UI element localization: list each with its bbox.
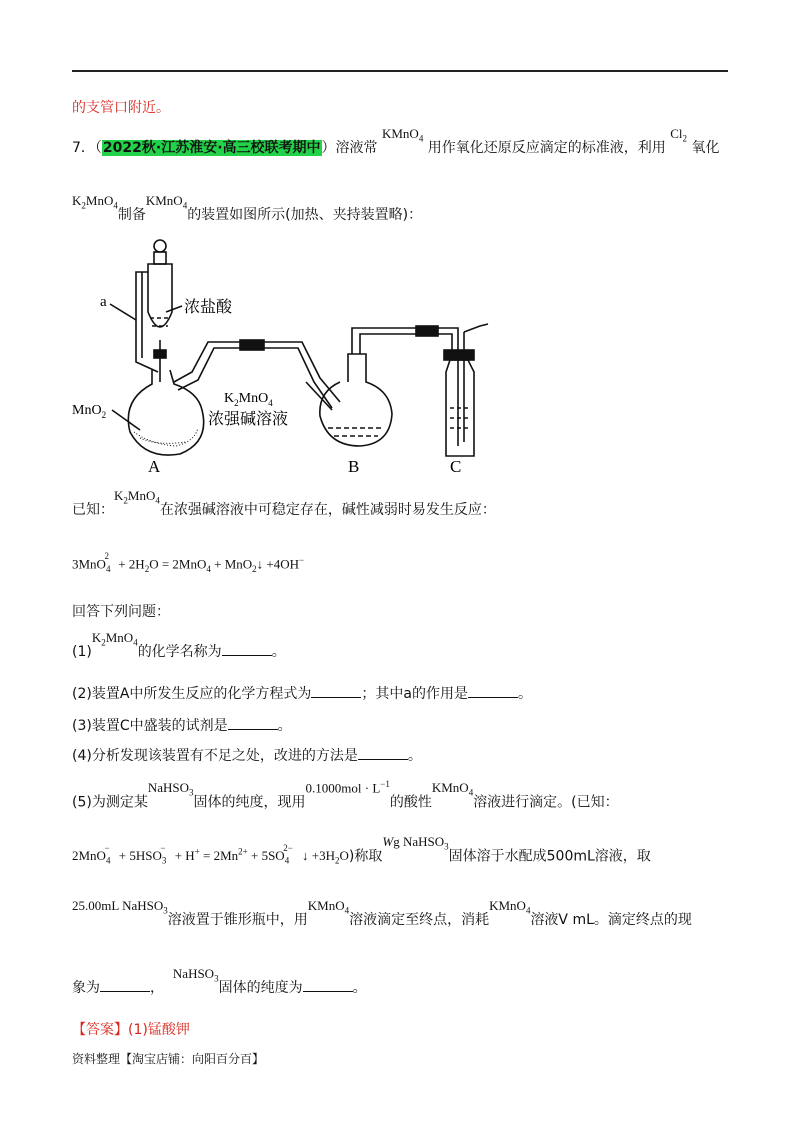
answer-blank[interactable] [311, 685, 361, 698]
answer-blank[interactable] [222, 643, 272, 656]
formula-nahso3: NaHSO$_3$ [172, 966, 219, 984]
stopper-icon [154, 240, 166, 252]
formula-kmno4: KMnO$_4$ [307, 898, 350, 916]
formula-k2mno4: $K_2MnO_4$ [91, 630, 138, 648]
continuation-text: 的支管口附近。 [72, 100, 170, 116]
label-alkali-solution: 浓强碱溶液 [208, 411, 289, 428]
footer-credit: 资料整理【淘宝店铺：向阳百分百】 [72, 1052, 265, 1066]
subquestion-2: (2)装置A中所发生反应的化学方程式为 ；其中a的作用是 。 [72, 686, 533, 702]
formula-nahso3: NaHSO$_3$ [147, 780, 194, 798]
formula-kmno4: KMnO$_4$ [381, 126, 424, 144]
label-B: B [348, 457, 360, 476]
known-equation: $3MnO_4^2 + 2H_2O = 2MnO_4$ + MnO$_2$↓ +4OH− [72, 551, 305, 574]
formula-kmno4: KMnO$_4$ [145, 193, 188, 211]
subquestion-4: (4)分析发现该装置有不足之处，改进的方法是 。 [72, 748, 422, 764]
answer-line [72, 1020, 190, 1040]
formula-k2mno4: $K_2MnO_4$ [114, 488, 160, 506]
subquestion-5-line-4: 象为 ， NaHSO$_3$固体的纯度为 。 [72, 966, 367, 996]
answer-label: 【答案】 [72, 1022, 128, 1038]
subquestion-5-line-2: $2MnO_4^- + 5HSO_3^- + H^+ = 2Mn^{2+} + 5SO_4^{2-}$ ↓ $+3H_2O$)称取Wg NaHSO$_3$固体溶于水配成500mL溶液，取 [72, 834, 651, 866]
subquestion-5-line-3: 25.00mL NaHSO$_3$溶液置于锥形瓶中，用KMnO$_4$溶液滴定至终点，消耗KMnO$_4$溶液V mL。滴定终点的现 [72, 898, 692, 928]
known-line: 已知：$K_2MnO_4$在浓强碱溶液中可稳定存在，碱性减弱时易发生反应： [72, 488, 496, 518]
label-k2mno4: $K_2MnO_4$ [224, 391, 273, 408]
question-7-line-1: 7．（2022秋·江苏淮安·高三校联考期中）溶液常 KMnO$_4$ 用作氧化还原反应滴定的标准液，利用 $Cl_2$ 氧化 [72, 126, 720, 156]
label-C: C [450, 457, 462, 476]
question-7-line-2: $K_2MnO_4$制备KMnO$_4$的装置如图所示(加热、夹持装置略)： [72, 193, 423, 223]
formula-concentration: $0.1000mol \cdot L^{-1}$ [305, 779, 390, 796]
label-A: A [148, 457, 161, 476]
answer-blank[interactable] [358, 747, 408, 760]
apparatus-figure [70, 232, 510, 477]
subquestion-1: $(1)K_2MnO_4$的化学名称为 。 [72, 630, 286, 660]
formula-mass: Wg NaHSO$_3$ [382, 834, 449, 852]
titration-equation: $2MnO_4^- + 5HSO_3^- + H^+ = 2Mn^{2+} + 5SO_4^{2-}$ ↓ $+3H_2O$ [72, 843, 349, 866]
formula-k2mno4: $K_2MnO_4$ [72, 193, 118, 211]
header-rule [72, 70, 728, 72]
question-number: 7． [72, 140, 95, 156]
label-a: a [100, 294, 107, 310]
answer-blank[interactable] [468, 685, 518, 698]
formula-kmno4: KMnO$_4$ [431, 780, 474, 798]
formula-cl2: $Cl_2$ [670, 126, 688, 144]
answer-blank[interactable] [303, 979, 353, 992]
formula-volume: 25.00mL NaHSO$_3$ [72, 898, 168, 916]
label-concentrated-hcl: 浓盐酸 [184, 299, 233, 316]
answer-prompt: 回答下列问题： [72, 604, 170, 620]
answer-text: (1)锰酸钾 [128, 1022, 190, 1038]
formula-kmno4: KMnO$_4$ [489, 898, 531, 916]
subquestion-5-line-1: (5)为测定某NaHSO$_3$固体的纯度，现用$0.1000mol \cdot L^{-1}$的酸性KMnO$_4$溶液进行滴定。(已知： [72, 788, 619, 817]
label-mno2: MnO$_2$ [72, 403, 107, 420]
subquestion-3: (3)装置C中盛装的试剂是 。 [72, 718, 292, 734]
answer-blank[interactable] [228, 717, 278, 730]
answer-blank[interactable] [100, 979, 150, 992]
source-highlight[interactable]: 2022秋·江苏淮安·高三校联考期中 [102, 140, 321, 156]
